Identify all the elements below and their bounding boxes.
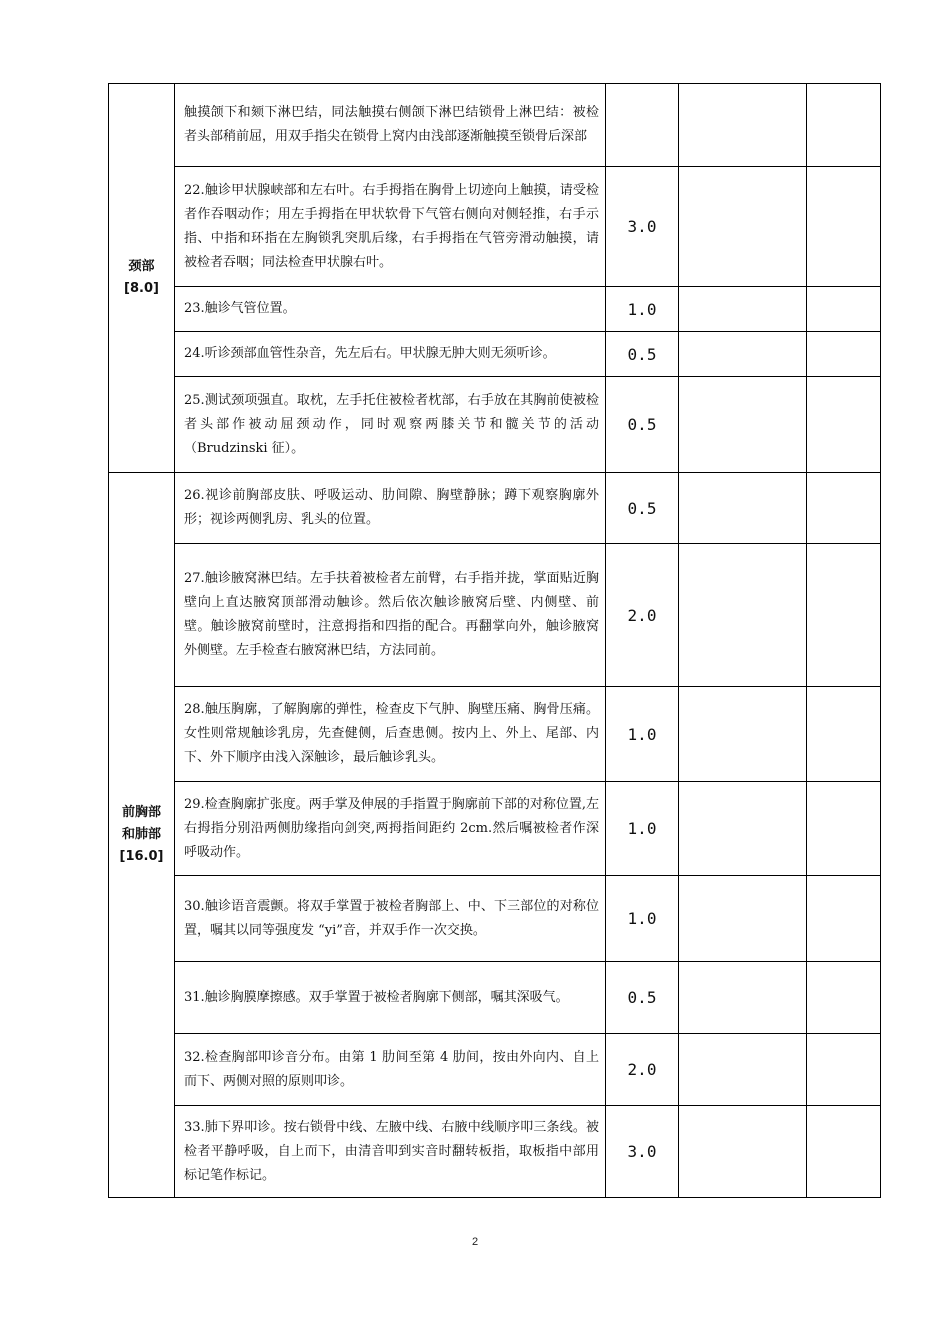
blank-cell [679,876,807,962]
blank-cell [679,544,807,687]
item-score: 0.5 [606,377,679,473]
item-score: 0.5 [606,962,679,1034]
item-text: 触摸颌下和颏下淋巴结，同法触摸右侧颌下淋巴结锁骨上淋巴结：被检者头部稍前屈，用双手指尖在锁骨上窝内由浅部逐渐触摸至锁骨后深部 [175,84,606,167]
table-row [109,687,881,782]
item-text: 23.触诊气管位置。 [175,287,606,332]
table-row [109,287,881,332]
item-score: 0.5 [606,332,679,377]
blank-cell [807,473,881,544]
item-text: 22.触诊甲状腺峡部和左右叶。右手拇指在胸骨上切迹向上触摸，请受检者作吞咽动作；用左手拇指在甲状软骨下气管右侧向对侧轻推，右手示指、中指和环指在左胸锁乳突肌后缘，右手拇指在气管旁滑动触摸，请被检者吞咽；同法检查甲状腺右叶。 [175,167,606,287]
section-score: [8.0] [124,281,159,296]
blank-cell [807,332,881,377]
item-score: 1.0 [606,782,679,876]
item-text: 28.触压胸廓，了解胸廓的弹性，检查皮下气肿、胸壁压痛、胸骨压痛。女性则常规触诊乳房，先查健侧，后查患侧。按内上、外上、尾部、内下、外下顺序由浅入深触诊，最后触诊乳头。 [175,687,606,782]
section-cell-neck [109,84,175,473]
blank-cell [807,687,881,782]
blank-cell [807,1034,881,1106]
section-cell-chest-lungs [109,473,175,1198]
item-text: 24.听诊颈部血管性杂音，先左后右。甲状腺无肿大则无须听诊。 [175,332,606,377]
item-score: 1.0 [606,687,679,782]
item-score: 2.0 [606,544,679,687]
blank-cell [679,962,807,1034]
blank-cell [807,167,881,287]
item-text: 33.肺下界叩诊。按右锁骨中线、左腋中线、右腋中线顺序叩三条线。被检者平静呼吸，自上而下，由清音叩到实音时翻转板指，取板指中部用标记笔作标记。 [175,1106,606,1198]
item-text: 30.触诊语音震颤。将双手掌置于被检者胸部上、中、下三部位的对称位置，嘱其以同等强度发 “yi”音，并双手作一次交换。 [175,876,606,962]
item-score: 1.0 [606,287,679,332]
blank-cell [807,84,881,167]
blank-cell [679,1106,807,1198]
blank-cell [679,332,807,377]
blank-cell [679,782,807,876]
table-row [109,1106,881,1198]
table-row [109,544,881,687]
table-row [109,1034,881,1106]
blank-cell [807,782,881,876]
section-name: 前胸部 和肺部 [121,805,161,842]
blank-cell [807,962,881,1034]
page-number: 2 [471,1236,479,1248]
blank-cell [679,377,807,473]
item-text: 29.检查胸廓扩张度。两手掌及伸展的手指置于胸廓前下部的对称位置,左右拇指分别沿两侧肋缘指向剑突,两拇指间距约 2cm.然后嘱被检者作深呼吸动作。 [175,782,606,876]
item-score: 3.0 [606,167,679,287]
blank-cell [679,167,807,287]
exam-scoring-table [108,83,881,1198]
section-score: [16.0] [119,849,164,864]
table-row [109,473,881,544]
table-row [109,84,881,167]
item-score: 1.0 [606,876,679,962]
section-name: 颈部 [128,259,155,274]
blank-cell [679,287,807,332]
blank-cell [807,544,881,687]
item-score: 2.0 [606,1034,679,1106]
item-score: 3.0 [606,1106,679,1198]
item-text: 26.视诊前胸部皮肤、呼吸运动、肋间隙、胸壁静脉；蹲下观察胸廓外形；视诊两侧乳房、乳头的位置。 [175,473,606,544]
item-text: 25.测试颈项强直。取枕，左手托住被检者枕部，右手放在其胸前使被检者头部作被动屈颈动作，同时观察两膝关节和髋关节的活动（Brudzinski 征）。 [175,377,606,473]
item-text: 31.触诊胸膜摩擦感。双手掌置于被检者胸廓下侧部，嘱其深吸气。 [175,962,606,1034]
blank-cell [679,473,807,544]
blank-cell [807,1106,881,1198]
blank-cell [807,287,881,332]
table-row [109,876,881,962]
table-row [109,332,881,377]
blank-cell [807,876,881,962]
blank-cell [807,377,881,473]
table-row [109,962,881,1034]
item-text: 32.检查胸部叩诊音分布。由第 1 肋间至第 4 肋间，按由外向内、自上而下、两侧对照的原则叩诊。 [175,1034,606,1106]
table-row [109,782,881,876]
blank-cell [679,687,807,782]
item-text: 27.触诊腋窝淋巴结。左手扶着被检者左前臂，右手指并拢，掌面贴近胸壁向上直达腋窝顶部滑动触诊。然后依次触诊腋窝后壁、内侧壁、前壁。触诊腋窝前壁时，注意拇指和四指的配合。再翻掌向外，触诊腋窝外侧壁。左手检查右腋窝淋巴结，方法同前。 [175,544,606,687]
item-score: 0.5 [606,473,679,544]
table-row [109,167,881,287]
blank-cell [679,84,807,167]
blank-cell [679,1034,807,1106]
table-row [109,377,881,473]
item-score [606,84,679,167]
